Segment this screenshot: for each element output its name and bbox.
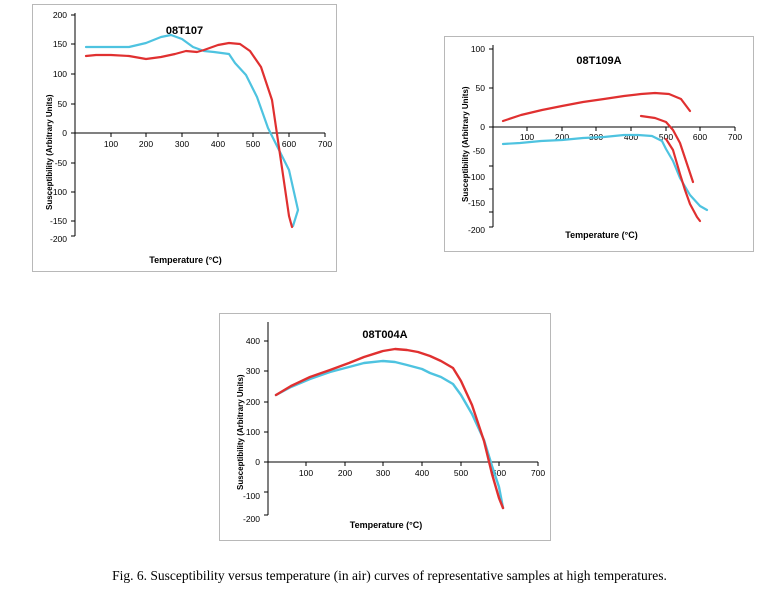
svg-text:50: 50 — [475, 83, 485, 93]
svg-text:100: 100 — [245, 427, 260, 437]
svg-text:300: 300 — [174, 139, 190, 149]
svg-text:600: 600 — [281, 139, 297, 149]
svg-text:0: 0 — [62, 128, 67, 138]
series-heating — [503, 93, 690, 121]
svg-text:0: 0 — [255, 457, 260, 467]
svg-text:100: 100 — [470, 44, 485, 54]
svg-text:500: 500 — [658, 132, 674, 142]
figure-caption: Fig. 6. Susceptibility versus temperature (in air) curves of representative samples at high temperatures. — [112, 568, 667, 583]
svg-text:-100: -100 — [242, 491, 260, 501]
svg-text:700: 700 — [727, 132, 743, 142]
svg-text:600: 600 — [491, 468, 507, 478]
svg-text:300: 300 — [588, 132, 604, 142]
series-cooling — [503, 135, 707, 210]
svg-text:300: 300 — [245, 366, 260, 376]
svg-text:200: 200 — [554, 132, 570, 142]
svg-text:100: 100 — [52, 69, 67, 79]
svg-text:100: 100 — [298, 468, 314, 478]
svg-text:-200: -200 — [467, 225, 485, 235]
svg-text:400: 400 — [623, 132, 639, 142]
svg-text:700: 700 — [317, 139, 333, 149]
series-cooling — [276, 361, 503, 508]
y-axis-label: Susceptibility (Arbitrary Units) — [461, 86, 470, 202]
svg-text:200: 200 — [337, 468, 353, 478]
svg-text:500: 500 — [245, 139, 261, 149]
svg-text:-50: -50 — [54, 158, 67, 168]
svg-text:100: 100 — [519, 132, 535, 142]
svg-text:400: 400 — [414, 468, 430, 478]
series-heating — [86, 43, 292, 227]
svg-text:150: 150 — [52, 39, 67, 49]
svg-text:400: 400 — [210, 139, 226, 149]
series-heating — [276, 349, 503, 508]
svg-text:200: 200 — [138, 139, 154, 149]
x-axis-label: Temperature (°C) — [149, 255, 222, 265]
x-axis-label: Temperature (°C) — [349, 520, 423, 530]
svg-text:100: 100 — [103, 139, 119, 149]
y-axis-label: Susceptibility (Arbitrary Units) — [236, 374, 245, 490]
svg-text:600: 600 — [692, 132, 708, 142]
chart-panel-08T109A — [444, 36, 754, 252]
chart-panel-08T004A — [219, 313, 551, 541]
svg-text:-100: -100 — [467, 172, 485, 182]
svg-text:300: 300 — [375, 468, 391, 478]
chart-title: 08T004A — [362, 329, 408, 341]
svg-text:-50: -50 — [472, 146, 485, 156]
svg-text:0: 0 — [480, 122, 485, 132]
chart-panel-08T107 — [32, 4, 337, 272]
chart-title: 08T107 — [165, 25, 204, 37]
y-axis-label: Susceptibility (Arbitrary Units) — [45, 94, 54, 210]
svg-text:50: 50 — [57, 99, 67, 109]
svg-text:-150: -150 — [49, 216, 67, 226]
series-cooling — [86, 35, 298, 226]
svg-text:200: 200 — [245, 397, 260, 407]
svg-text:-200: -200 — [242, 514, 260, 524]
plot-area-08T109A — [445, 37, 753, 251]
chart-title: 08T109A — [576, 55, 622, 67]
x-axis-label: Temperature (°C) — [565, 230, 638, 240]
plot-area-08T107 — [33, 5, 336, 271]
svg-text:200: 200 — [52, 10, 67, 20]
svg-text:500: 500 — [453, 468, 469, 478]
svg-text:-100: -100 — [49, 187, 67, 197]
svg-text:-150: -150 — [467, 198, 485, 208]
svg-text:400: 400 — [245, 336, 260, 346]
svg-text:700: 700 — [530, 468, 546, 478]
plot-area-08T004A — [220, 314, 550, 540]
svg-text:-200: -200 — [49, 234, 67, 244]
